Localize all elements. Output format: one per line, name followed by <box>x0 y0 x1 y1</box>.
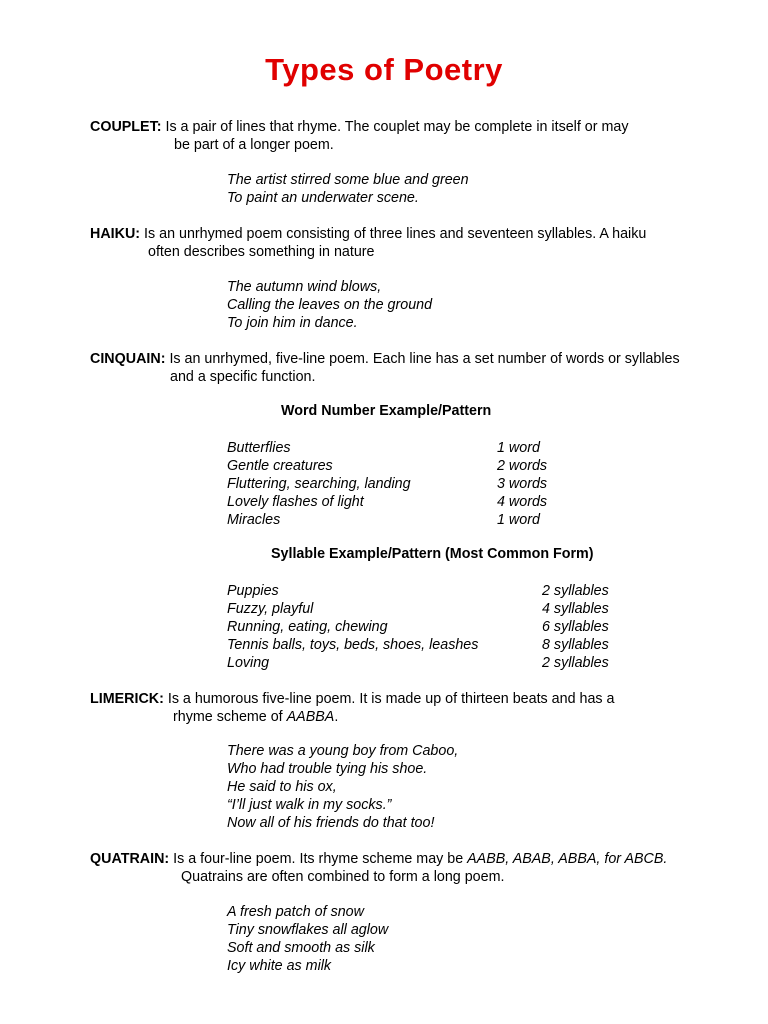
syllable-example-line: Loving <box>227 655 270 671</box>
syllable-count: 2 syllables <box>542 655 609 671</box>
quatrain-example-line: Soft and smooth as silk <box>227 940 375 956</box>
limerick-example-line: There was a young boy from Caboo, <box>227 743 459 759</box>
quatrain-example-line: Icy white as milk <box>227 958 332 974</box>
haiku-definition <box>90 225 646 243</box>
quatrain-def-line2: Quatrains are often combined to form a long poem. <box>181 869 505 885</box>
limerick-def-text: rhyme scheme of <box>173 709 287 725</box>
word-example-line: Butterflies <box>227 440 291 456</box>
word-example-line: Gentle creatures <box>227 458 333 474</box>
couplet-example-line: The artist stirred some blue and green <box>227 172 469 188</box>
quatrain-term: QUATRAIN: <box>90 851 170 867</box>
quatrain-example-line: A fresh patch of snow <box>227 904 364 920</box>
word-count: 1 word <box>497 512 540 528</box>
couplet-def-line1: Is a pair of lines that rhyme. The couplet may be complete in itself or may <box>165 119 629 135</box>
syllable-example-line: Fuzzy, playful <box>227 601 314 617</box>
quatrain-def-line1: Is a four-line poem. Its rhyme scheme may be <box>173 851 468 867</box>
cinquain-term: CINQUAIN: <box>90 351 166 367</box>
couplet-definition <box>90 118 628 136</box>
syllable-count: 2 syllables <box>542 583 609 599</box>
word-count: 3 words <box>497 476 548 492</box>
limerick-def-line2 <box>173 708 338 726</box>
cinquain-def-line2: and a specific function. <box>170 369 316 385</box>
quatrain-example-line: Tiny snowflakes all aglow <box>227 922 389 938</box>
limerick-def-end: . <box>334 709 339 725</box>
haiku-def-line2: often describes something in nature <box>148 244 375 260</box>
word-count: 2 words <box>497 458 548 474</box>
limerick-example-line: “I’ll just walk in my socks.” <box>227 797 392 813</box>
limerick-example-line: He said to his ox, <box>227 779 337 795</box>
quatrain-rhyme-schemes: AABB, ABAB, ABBA, for ABCB. <box>467 851 668 867</box>
limerick-def-line1: Is a humorous five-line poem. It is made up of thirteen beats and has a <box>167 691 615 707</box>
quatrain-definition <box>90 850 667 868</box>
limerick-term: LIMERICK: <box>90 691 164 707</box>
syllable-count: 6 syllables <box>542 619 609 635</box>
haiku-term: HAIKU: <box>90 226 141 242</box>
word-example-line: Miracles <box>227 512 281 528</box>
limerick-rhyme-scheme: AABBA <box>286 709 335 725</box>
word-example-line: Lovely flashes of light <box>227 494 364 510</box>
haiku-example-line: The autumn wind blows, <box>227 279 382 295</box>
haiku-example-line: To join him in dance. <box>227 315 358 331</box>
syllable-example-line: Tennis balls, toys, beds, shoes, leashes <box>227 637 479 653</box>
syllable-pattern-heading: Syllable Example/Pattern (Most Common Form) <box>271 546 594 562</box>
syllable-example-line: Puppies <box>227 583 279 599</box>
couplet-def-line2: be part of a longer poem. <box>174 137 334 153</box>
limerick-definition <box>90 690 614 708</box>
syllable-count: 4 syllables <box>542 601 609 617</box>
limerick-example-line: Who had trouble tying his shoe. <box>227 761 428 777</box>
word-count: 1 word <box>497 440 540 456</box>
haiku-def-line1: Is an unrhymed poem consisting of three lines and seventeen syllables. A haiku <box>144 226 647 242</box>
word-example-line: Fluttering, searching, landing <box>227 476 411 492</box>
cinquain-def-line1: Is an unrhymed, five-line poem. Each line has a set number of words or syllables <box>169 351 680 367</box>
couplet-term: COUPLET: <box>90 119 162 135</box>
haiku-example-line: Calling the leaves on the ground <box>227 297 433 313</box>
syllable-count: 8 syllables <box>542 637 609 653</box>
cinquain-definition <box>90 350 680 368</box>
word-pattern-heading: Word Number Example/Pattern <box>281 403 492 419</box>
limerick-example-line: Now all of his friends do that too! <box>227 815 435 831</box>
couplet-example-line: To paint an underwater scene. <box>227 190 419 206</box>
page-title: Types of Poetry <box>265 52 503 87</box>
syllable-example-line: Running, eating, chewing <box>227 619 388 635</box>
word-count: 4 words <box>497 494 548 510</box>
